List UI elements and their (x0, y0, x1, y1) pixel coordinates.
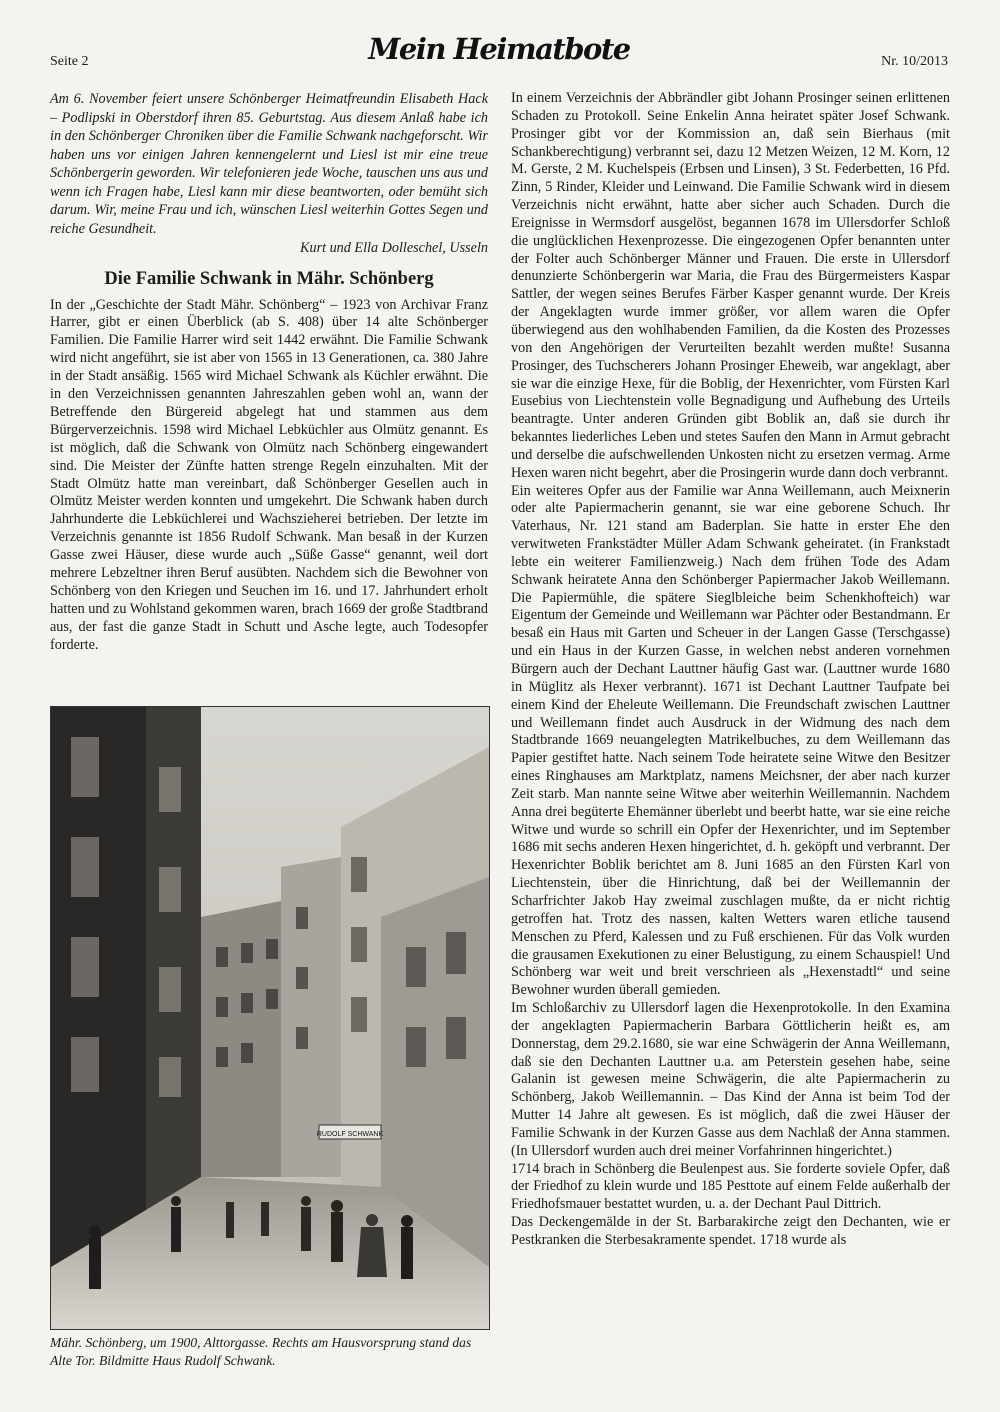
left-column (50, 90, 488, 655)
article-title: Die Familie Schwank in Mähr. Schönberg (104, 268, 434, 289)
issue-number: Nr. 10/2013 (881, 54, 948, 69)
article-paragraph: 1714 brach in Schönberg die Beulenpest aus. Sie forderte soviele Opfer, daß der Friedhof zu klein wurde und 185 Pesttote auf einem Felde außerhalb der Friedhofsmauer bestattet wurden, u. a. der Dechant Paul Dittrich. (511, 1160, 950, 1213)
masthead-logo: Mein Heimatbote (368, 32, 630, 66)
note-signature: Kurt und Ella Dolleschel, Usseln (300, 240, 488, 256)
birthday-note: Am 6. November feiert unsere Schönberger Heimatfreundin Elisabeth Hack – Podlipski in Oberstdorf ihren 85. Geburtstag. Aus diesem Anlaß habe ich in den Schönberger Chroniken über die Familie Schwank nachgeforscht. Wir haben uns vor einigen Jahren kennengelernt und Liesl ist mir eine treue Schönbergerin geworden. Wir telefonieren jede Woche, tauschen uns aus und wenn ich Fragen habe, Liesl kann mir diese beantworten, oder bemüht sich darum. Wir, meine Frau und ich, wünschen Liesl weiterhin Gottes Segen und reiche Gesundheit. (50, 91, 488, 237)
page-header (50, 30, 948, 78)
article-paragraph: In der „Geschichte der Stadt Mähr. Schönberg“ – 1923 von Archivar Franz Harrer, gibt er einen Überblick (ab S. 408) über 14 alte Schönberger Familien. Die Familie Harrer wird seit 1442 erwähnt. Die Familie Schwank wird nicht angeführt, sie ist aber von 1565 in 13 Generationen, ca. 380 Jahre in der Stadt ansäßig. 1565 wird Michael Schwank als Küchler erwähnt. Die in den Verzeichnissen genannten Jahreszahlen geben wohl an, wann der Betreffende den Bürgereid abgelegt hat und stammen aus dem Bürgerverzeichnis. 1598 wird Michael Lebküchler aus Olmütz genannt. Es ist möglich, daß die Schwank von Olmütz nach Schönberg eingewandert sind. Die Meister der Zünfte hatten strenge Regeln einzuhalten. Mit der Stadt Olmütz hatte man vereinbart, daß Schönberger Gesellen auch in Olmütz Meister werden konnten und umgekehrt. Die Schwank haben durch Jahrhunderte die Lebküchlerei und Wachszieherei betrieben. Der letzte im Verzeichnis genannte ist 1856 Rudolf Schwank. Man besaß in der Kurzen Gasse zwei Häuser, diese wurde auch „Süße Gasse“ genannt, weil dort mehrere Lebzeltner ihren Beruf ausübten. Nachdem sich die Bewohner von Schönberg von den Kriegen und Seuchen im 16. und 17. Jahrhundert erholt hatten und zu Wohlstand gekommen waren, brach 1669 der große Stadtbrand aus, der fast die ganze Stadt in Schutt und Asche legte, auch Todesopfer forderte. (50, 296, 488, 653)
article-paragraph: Das Deckengemälde in der St. Barbarakirche zeigt den Dechanten, wie er Pestkranken die Sterbesakramente spendet. 1718 wurde als (511, 1214, 950, 1248)
historic-street-photo (50, 706, 490, 1330)
page-number: Seite 2 (50, 54, 89, 69)
article-paragraph: Im Schloßarchiv zu Ullersdorf lagen die Hexenprotokolle. In den Examina der angeklagten Papiermacherin Barbara Göttlicherin heißt es, am Donnerstag, dem 29.2.1680, sie war eine Schwägerin der Anna Weillemann, daß sie den Dechanten Lauttner u.a. am Peterstein gesehen habe, seine Galanin ist gewesen meine Schwägerin, die alte Papiermacherin zu Schönberg, Jakob Weillemannin. – Das Kind der Anna ist beim Tod der Mutter 14 Jahre alt gewesen. Es ist möglich, daß die zwei Häuser der Familie Schwank in der Kurzen Gasse aus dem Nachlaß der Anna stammen. (In Ullersdorf wurden auch drei meiner Vorfahrinnen hingerichtet.) (511, 1000, 950, 1159)
right-column (511, 90, 950, 1250)
article-paragraph: In einem Verzeichnis der Abbrändler gibt Johann Prosinger seinen erlittenen Schaden zu Protokoll. Seine Enkelin Anna heiratet später Josef Schwank. Prosinger gibt vor der Kommission an, daß sein Bierhaus (mit Schankberechtigung) verbrannt sei, dazu 12 Metzen Weizen, 12 M. Korn, 12 M. Gerste, 2 M. Kuchelspeis (Erbsen und Linsen), 3 St. Federbetten, 16 Pfd. Zinn, 5 Rinder, Kleider und Leinwand. Die Familie Schwank wird in diesem Verzeichnis nicht erwähnt, hatte aber sicher auch Schaden. Durch die Ereignisse in Wermsdorf ausgelöst, begannen 1678 im Ullersdorfer Schloß die unglücklichen Hexenprozesse. Die eingezogenen Opfer benannten unter der Folter auch Schönberger Männer und Frauen. Die erste in Ullersdorf denunzierte Schönbergerin war Maria, die Frau des Bürgermeisters Kaspar Sattler, der wegen seines Berufes Färber Kasper genannt wurde. Der Kreis der Angeklagten wurde immer größer, vor allem waren die Opfer überwiegend aus den wohlhabenden Familien, da die Kosten des Prozesses von den Angehörigen der Verurteilten bezahlt werden mußte! Susanna Prosinger, des Tuchscherers Johann Prosinger Eheweib, war angeklagt, aber sie war die einzige Hexe, für die Boblig, der Hexenrichter, vom Fürsten Karl Eusebius von Liechtenstein volle Begnadigung und Aufhebung des Urteils beantragte. Unter anderen Gründen gibt Boblik an, daß sie durch ihr bekanntes liederliches Leben und stetes Saufen den Mann in Armut gebracht und derselbe die aufschwellenden Unkosten nicht zu ersetzen vermag. Arme Hexen waren nicht begehrt, aber die Prosingerin wurde dann doch verbrannt. (511, 90, 950, 481)
shop-sign-text: RUDOLF SCHWANK (316, 1131, 384, 1138)
article-paragraph: Ein weiteres Opfer aus der Familie war Anna Weillemann, auch Meixnerin oder alte Papiermacherin genannt, sie war eine geborene Schuch. Ihr Vaterhaus, Nr. 121 stand am Baderplan. Sie hatte in erster Ehe den verwitweten Frankstädter Müller Adam Schwank geheiratet. (in Frankstadt lebte ein weiterer Familienzweig.) Nach dem frühen Tode des Adam Schwank heiratete Anna den Schönberger Papiermacher Jakob Weillemann. Die Papiermühle, die spätere Sieglbleiche beim Schenkhofteich) war Eigentum der Gemeinde und Weillemann war Pächter oder Bestandmann. Er besaß ein Haus mit Garten und Scheuer in der Langen Gasse (Terschgasse) und ein Haus in der Kurzen Gasse, in welchen nebst anderen vornehmen Bürgern auch der Dechant Lauttner häufig Gast war. (Lauttner wurde 1680 in Müglitz als Hexer verbrannt). 1671 ist Dechant Lauttner Taufpate bei einem Kind der Eheleute Weillemann. Die Freundschaft zwischen Lauttner und Weillemann findet auch Ausdruck in der Widmung des nach dem Stadtbrande 1669 neuangelegten Matrikelbuches, zu dem Weillemann das Papier gestiftet hatte. Nach seinem Tode heiratete seine Witwe den Besitzer eines Ringhauses am Marktplatz, namens Meichsner, der aber nach kurzer Zeit starb. Man nannte seine Witwe aber weiterhin Weillemannin. Nachdem Anna drei begüterte Ehemänner überlebt und beerbt hatte, war sie eine reiche Witwe und wurde so schrill ein Opfer der Hexenrichter, und im September 1686 mit sechs anderen Hexen hingerichtet, d. h. geköpft und verbrannt. Der Hexenrichter Boblik berichtet am 8. Juni 1685 an den Fürsten Karl von Liechtenstein, über die Hinrichtung, daß bei der Weillemannin der Scharfrichter Jakob Hay zweimal zuschlagen mußte, da er nicht richtig getroffen hat. Trotz des nassen, kalten Wetters waren etliche tausend Menschen zu Pferd, Kalessen und zu Fuß erschienen. Für das Volk wurden die grausamen Exekutionen zu einer Belustigung, zu einem Schauspiel! Und Schönberg war weit und breit verschrieen als „Hexenstadtl“ und seine Bewohner wurden überall gemieden. (511, 482, 950, 999)
photo-caption: Mähr. Schönberg, um 1900, Alttorgasse. Rechts am Hausvorsprung stand das Alte Tor. Bildmitte Haus Rudolf Schwank. (50, 1335, 472, 1368)
